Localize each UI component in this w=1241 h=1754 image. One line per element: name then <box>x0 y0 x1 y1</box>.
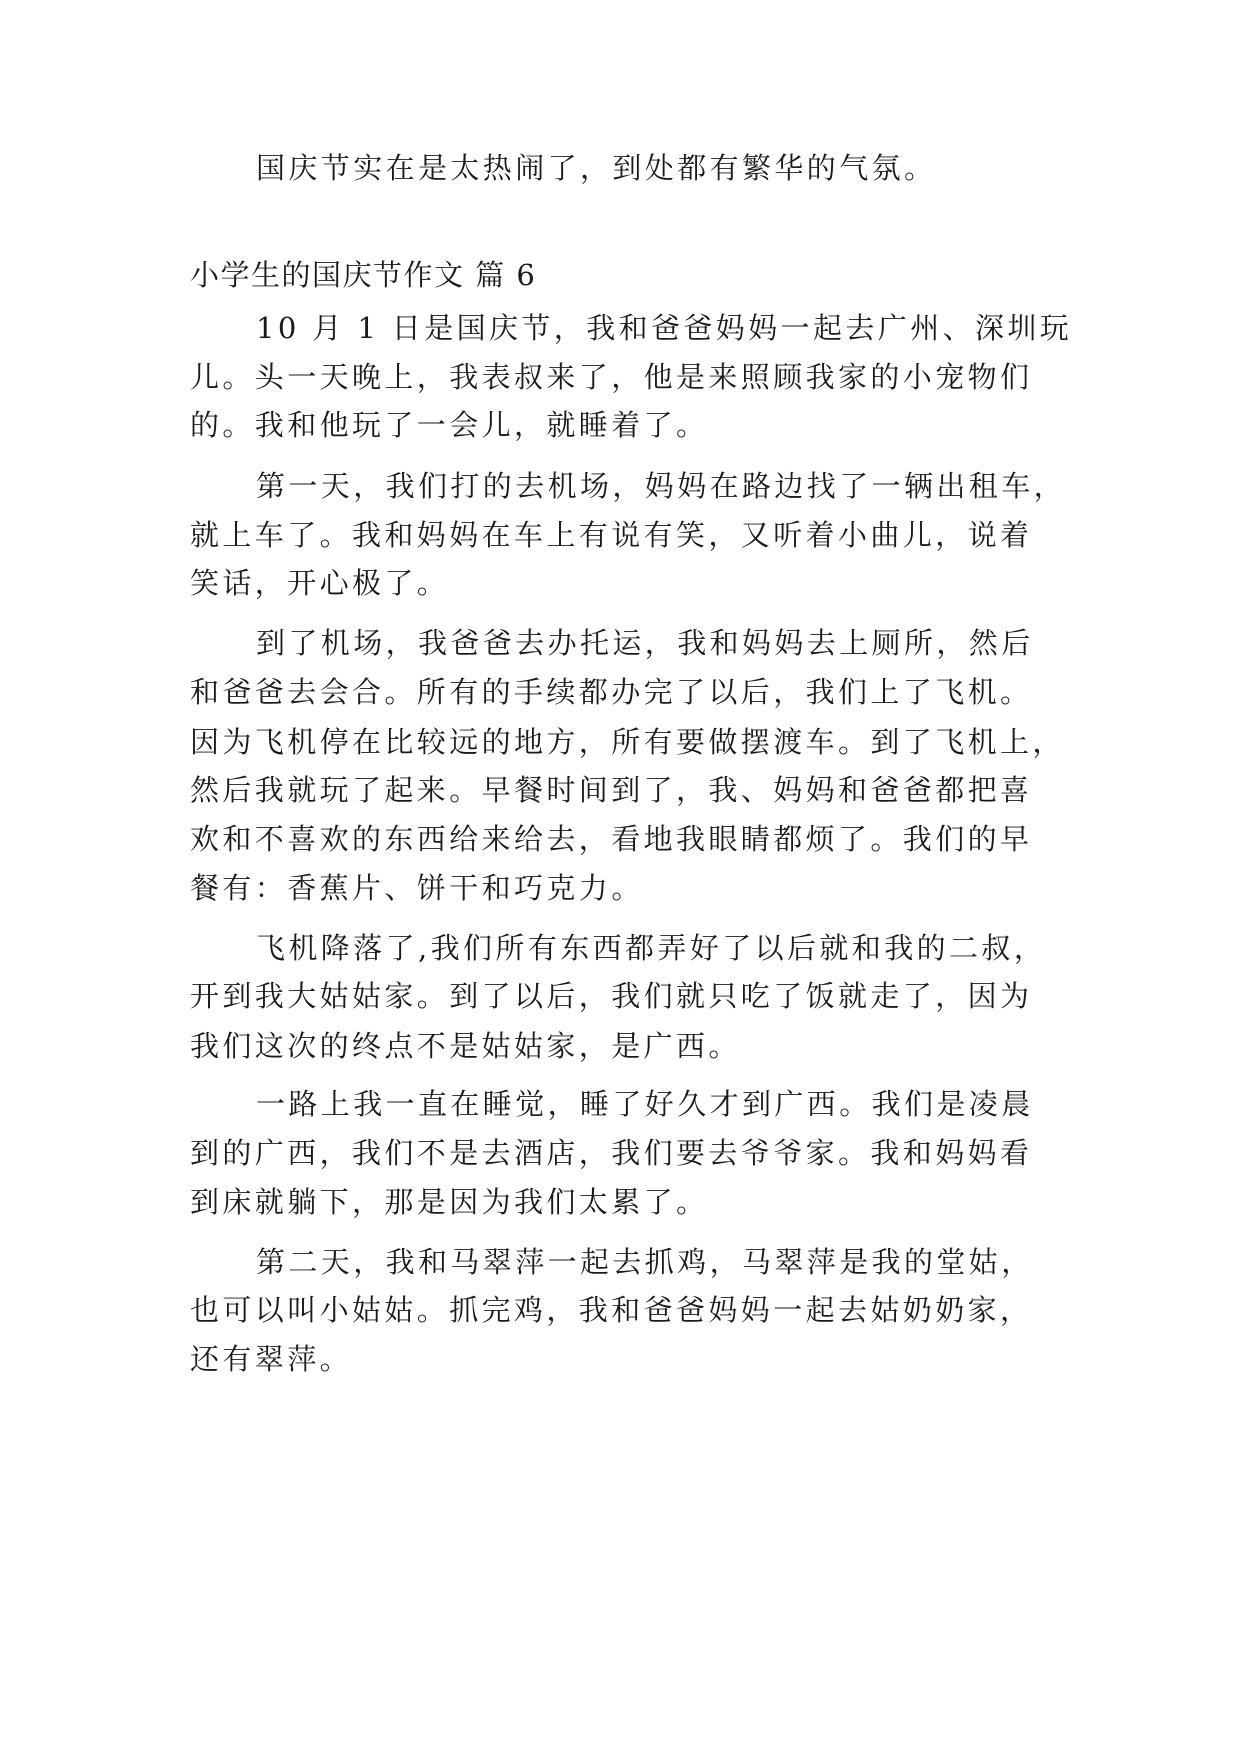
paragraph-line: 的。我和他玩了一会儿，就睡着了。 <box>190 408 709 442</box>
paragraph-line: 到床就躺下，那是因为我们太累了。 <box>190 1185 709 1219</box>
paragraph-line: 到的广西，我们不是去酒店，我们要去爷爷家。我和妈妈看 <box>190 1136 1033 1170</box>
paragraph-line: 儿。头一天晚上，我表叔来了，他是来照顾我家的小宠物们 <box>190 360 1033 394</box>
paragraph-line: 第二天，我和马翠萍一起去抓鸡，马翠萍是我的堂姑， <box>256 1245 1034 1279</box>
paragraph-line: 然后我就玩了起来。早餐时间到了，我、妈妈和爸爸都把喜 <box>190 773 1033 807</box>
paragraph-line: 餐有：香蕉片、饼干和巧克力。 <box>190 871 644 905</box>
paragraph-line: 就上车了。我和妈妈在车上有说有笑，又听着小曲儿，说着 <box>190 518 1033 552</box>
paragraph-line: 还有翠萍。 <box>190 1342 353 1376</box>
section-title: 小学生的国庆节作文 篇 6 <box>190 258 537 292</box>
paragraph-line: 到了机场，我爸爸去办托运，我和妈妈去上厕所，然后 <box>256 626 1034 660</box>
paragraph-line: 欢和不喜欢的东西给来给去，看地我眼睛都烦了。我们的早 <box>190 822 1033 856</box>
paragraph-line: 一路上我一直在睡觉，睡了好久才到广西。我们是凌晨 <box>256 1087 1034 1121</box>
intro-line: 国庆节实在是太热闹了，到处都有繁华的气氛。 <box>256 151 937 185</box>
paragraph-line: 和爸爸去会合。所有的手续都办完了以后，我们上了飞机。 <box>190 675 1033 709</box>
paragraph-line: 开到我大姑姑家。到了以后，我们就只吃了饭就走了，因为 <box>190 979 1033 1013</box>
paragraph-line: 我们这次的终点不是姑姑家，是广西。 <box>190 1029 741 1063</box>
paragraph-line: 因为飞机停在比较远的地方，所有要做摆渡车。到了飞机上， <box>190 725 1065 759</box>
paragraph-line: 也可以叫小姑姑。抓完鸡，我和爸爸妈妈一起去姑奶奶家， <box>190 1293 1033 1327</box>
paragraph-line: 笑话，开心极了。 <box>190 566 450 600</box>
paragraph-line: 10 月 1 日是国庆节，我和爸爸妈妈一起去广州、深圳玩 <box>256 311 1073 345</box>
paragraph-line: 飞机降落了,我们所有东西都弄好了以后就和我的二叔， <box>256 931 1047 965</box>
paragraph-line: 第一天，我们打的去机场，妈妈在路边找了一辆出租车， <box>256 469 1067 503</box>
